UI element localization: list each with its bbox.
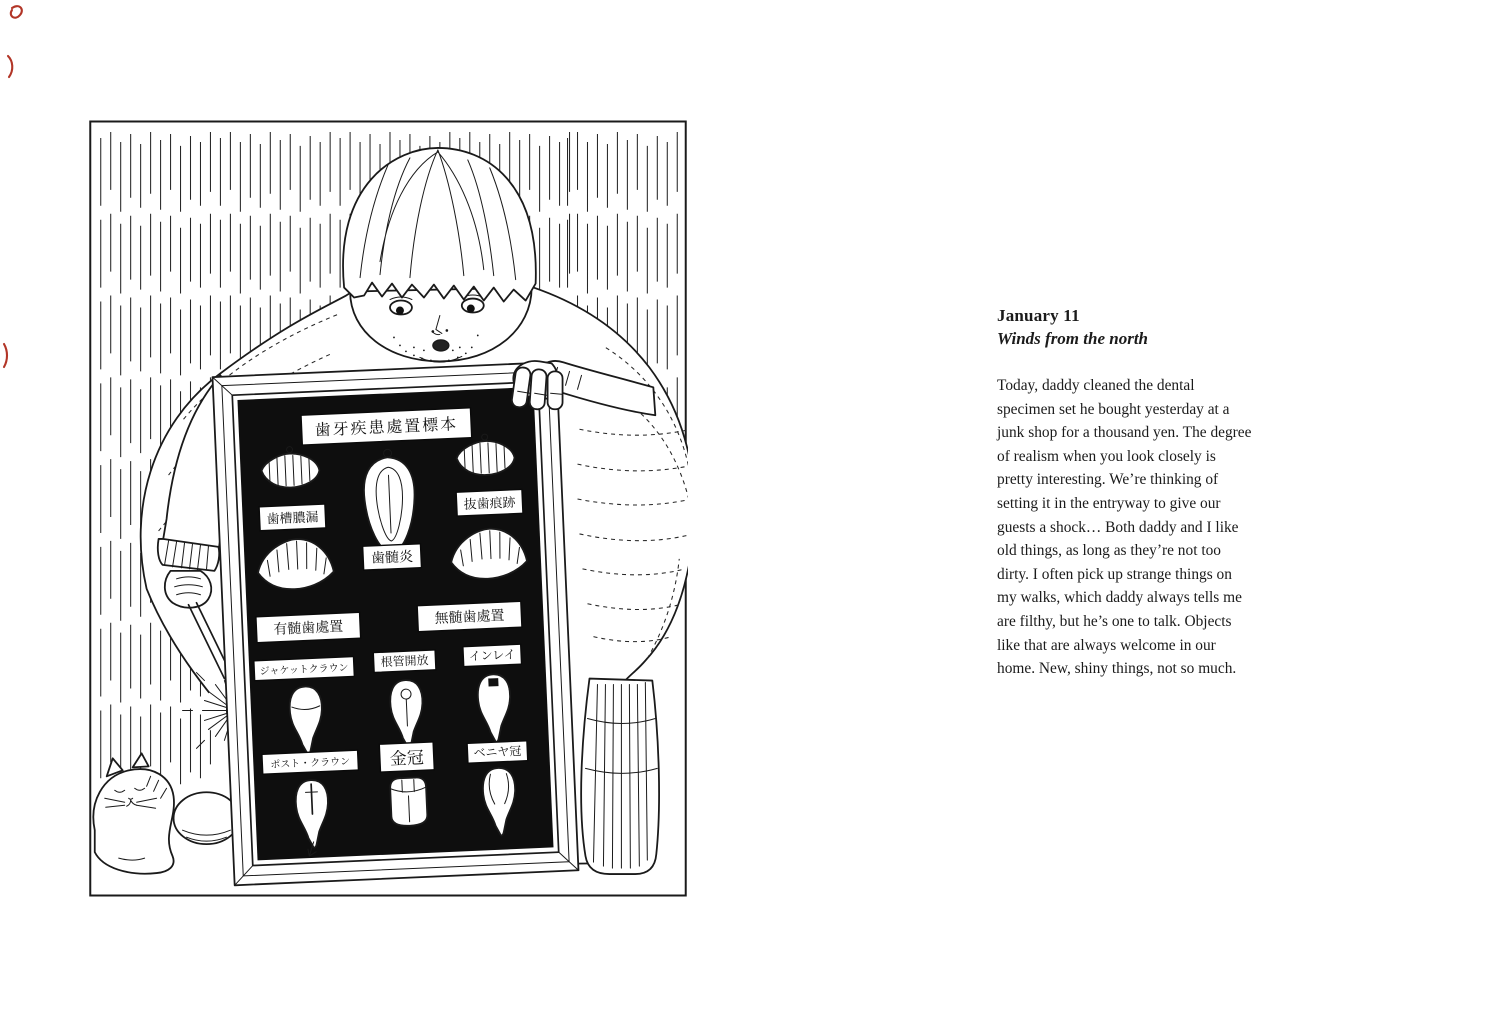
specimen-label-veneer-crown: ベニヤ冠: [473, 743, 522, 761]
specimen-label-gold-crown: 金冠: [389, 747, 425, 769]
left-pupil: [396, 307, 404, 315]
edge-mark: [11, 6, 22, 18]
entry-body: Today, daddy cleaned the dental specimen set he bought yesterday at a junk shop for a thousand yen. The degree of realism when you look closely is pretty interesting. We’re thinking of setting it in the entryway to give our guests a shock… Both daddy and I like old things, as long as they’re not too dirty. I often pick up strange things on my walks, which daddy always tells me are filthy, but he’s one to talk. Objects like that are always welcome in our home. New, shiny things, not so much.: [997, 377, 1252, 678]
entry-title: Winds from the north: [997, 329, 1148, 348]
specimen-label-root-canal: 根管開放: [380, 653, 429, 670]
specimen-label-pulpless: 無髄歯處置: [434, 607, 505, 627]
specimen-label-jacket-crown: ジャケットクラウン: [259, 662, 349, 678]
edge-mark: [8, 56, 12, 77]
right-pupil: [467, 305, 475, 313]
edge-mark: [4, 344, 7, 367]
finger: [529, 369, 547, 410]
specimen-label-pulpitis: 歯髄炎: [370, 549, 414, 567]
stone: [174, 792, 240, 844]
sock: [581, 679, 659, 874]
illustration-drawing: [88, 120, 688, 898]
diary-entry: [997, 306, 1255, 681]
specimen-frame: [212, 362, 578, 885]
mouth: [433, 340, 449, 351]
finger: [548, 371, 563, 409]
entry-date: January 11: [997, 306, 1080, 325]
specimen-label-inlay: インレイ: [468, 647, 516, 664]
board-title: 歯牙疾患處置標本: [314, 414, 459, 440]
specimen-gold-crown: [390, 777, 428, 826]
specimen-label-vital: 有髄歯處置: [273, 618, 344, 638]
specimen-label-post-crown: ポスト・クラウン: [270, 756, 351, 771]
page-edge-marks: [0, 0, 30, 380]
specimen-label-extraction: 抜歯痕跡: [463, 495, 516, 513]
specimen-label-pyorrhea: 歯槽膿漏: [266, 510, 319, 528]
